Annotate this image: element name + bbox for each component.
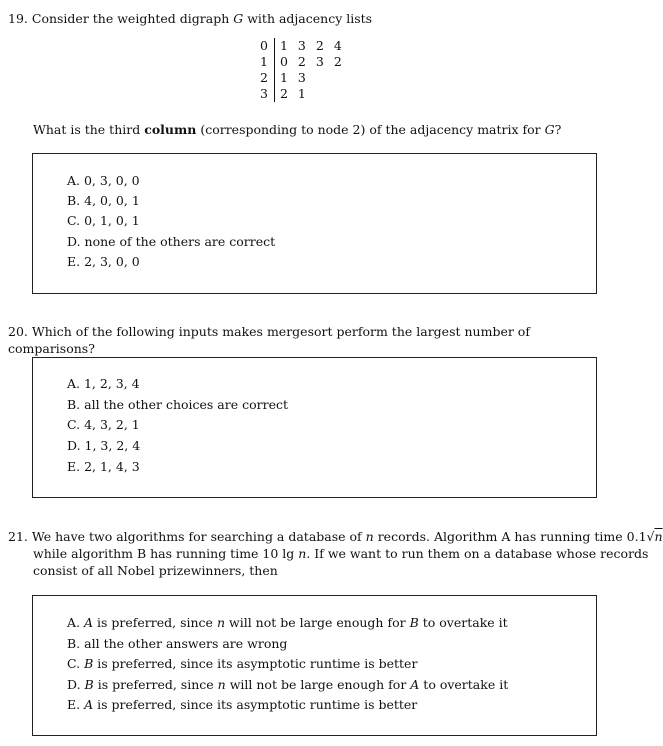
adjacency-row <box>255 86 347 102</box>
q21-text-2: records. Algorithm A has running time 0.1 <box>377 529 647 544</box>
q20-option-d[interactable]: D. 1, 3, 2, 4 <box>67 438 141 453</box>
adjacency-entry: 2 <box>315 38 324 53</box>
adjacency-row <box>255 38 347 54</box>
adjacency-node: 0 <box>255 38 274 54</box>
option-symbol: A <box>84 697 94 712</box>
option-label: D. <box>67 677 81 692</box>
q21-text-5: consist of all Nobel prizewinners, then <box>33 563 278 578</box>
q19-prompt <box>8 10 372 27</box>
adjacency-entry: 3 <box>315 54 324 69</box>
option-text: will not be large enough for <box>229 677 407 692</box>
adjacency-node: 1 <box>255 54 274 70</box>
q19-option-c[interactable]: C. 0, 1, 0, 1 <box>67 213 140 228</box>
adjacency-entry: 2 <box>279 86 288 101</box>
q21-option-d[interactable] <box>67 677 508 692</box>
sqrt-icon: √ <box>646 529 655 544</box>
adjacency-entry: 1 <box>279 70 288 85</box>
adjacency-entry: 3 <box>297 38 306 53</box>
option-text: all the other answers are wrong <box>84 636 288 651</box>
adjacency-entry: 2 <box>333 54 342 69</box>
q19-option-b[interactable]: B. 4, 0, 0, 1 <box>67 193 140 208</box>
q21-option-b[interactable] <box>67 636 287 651</box>
q20-option-a[interactable]: A. 1, 2, 3, 4 <box>67 376 140 391</box>
q19-graph-symbol: G <box>233 11 244 26</box>
q21-text-3: while algorithm B has running time 10 lg <box>33 546 295 561</box>
q21-prompt <box>8 528 663 579</box>
q20-option-c[interactable]: C. 4, 3, 2, 1 <box>67 417 140 432</box>
adjacency-row <box>255 70 347 86</box>
adjacency-entry: 2 <box>297 54 306 69</box>
q21-option-e[interactable] <box>67 697 417 712</box>
q20-answer-box <box>32 357 597 498</box>
q19-question-pre: What is the third <box>33 122 141 137</box>
q20-text: Which of the following inputs makes mergesort perform the largest number of comparisons? <box>8 324 530 356</box>
option-text: will not be large enough for <box>229 615 406 630</box>
q19-answer-box <box>32 153 597 294</box>
q19-option-e[interactable]: E. 2, 3, 0, 0 <box>67 254 140 269</box>
option-label: E. <box>67 697 81 712</box>
option-symbol: A <box>84 615 94 630</box>
q19-question-mid: (corresponding to node 2) of the adjacency matrix for <box>200 122 541 137</box>
q21-sqrt-n: n <box>654 529 663 544</box>
q21-line-2 <box>8 545 649 562</box>
q19-question-end: ? <box>554 122 562 137</box>
q20-option-e[interactable]: E. 2, 1, 4, 3 <box>67 459 140 474</box>
q21-option-a[interactable] <box>67 615 508 630</box>
q21-option-c[interactable] <box>67 656 417 671</box>
q19-option-d[interactable]: D. none of the others are correct <box>67 234 276 249</box>
q21-number: 21. <box>8 529 28 544</box>
option-text: is preferred, since <box>97 615 213 630</box>
option-label: A. <box>67 615 81 630</box>
q19-question-bold: column <box>144 122 197 137</box>
option-text: is preferred, since its asymptotic runtime is better <box>97 656 418 671</box>
q19-number: 19. <box>8 11 28 26</box>
q19-question-symbol: G <box>544 122 555 137</box>
option-symbol: B <box>409 615 419 630</box>
option-symbol: B <box>84 656 94 671</box>
adjacency-node: 3 <box>255 86 274 102</box>
option-symbol: n <box>216 615 226 630</box>
adjacency-row <box>255 54 347 70</box>
q21-line-1 <box>8 528 663 545</box>
option-text: is preferred, since <box>97 677 214 692</box>
adjacency-lists <box>255 38 347 102</box>
adjacency-entry: 1 <box>279 38 288 53</box>
adjacency-entry: 3 <box>297 70 306 85</box>
q19-text-pre: Consider the weighted digraph <box>31 11 230 26</box>
option-symbol: A <box>410 677 420 692</box>
q21-n-symbol: n <box>365 529 374 544</box>
q20-number: 20. <box>8 324 28 339</box>
option-text: to overtake it <box>423 677 509 692</box>
adjacency-entry: 1 <box>297 86 306 101</box>
q20-option-b[interactable]: B. all the other choices are correct <box>67 397 289 412</box>
adjacency-entry: 4 <box>333 38 342 53</box>
option-symbol: n <box>217 677 226 692</box>
q21-text-4: . If we want to run them on a database whose records <box>306 546 649 561</box>
option-text: to overtake it <box>422 615 508 630</box>
q21-answer-box <box>32 595 597 736</box>
q19-option-a[interactable]: A. 0, 3, 0, 0 <box>67 173 140 188</box>
option-symbol: B <box>84 677 94 692</box>
q19-question <box>33 121 561 138</box>
option-text: is preferred, since its asymptotic runtime is better <box>97 697 418 712</box>
q21-n-symbol-2: n <box>298 546 307 561</box>
option-label: C. <box>67 656 81 671</box>
adjacency-node: 2 <box>255 70 274 86</box>
q19-text-post: with adjacency lists <box>247 11 373 26</box>
adjacency-entry: 0 <box>279 54 288 69</box>
option-label: B. <box>67 636 81 651</box>
q21-text-1: We have two algorithms for searching a database of <box>31 529 362 544</box>
q21-line-3 <box>8 562 598 579</box>
q20-prompt <box>8 323 615 357</box>
